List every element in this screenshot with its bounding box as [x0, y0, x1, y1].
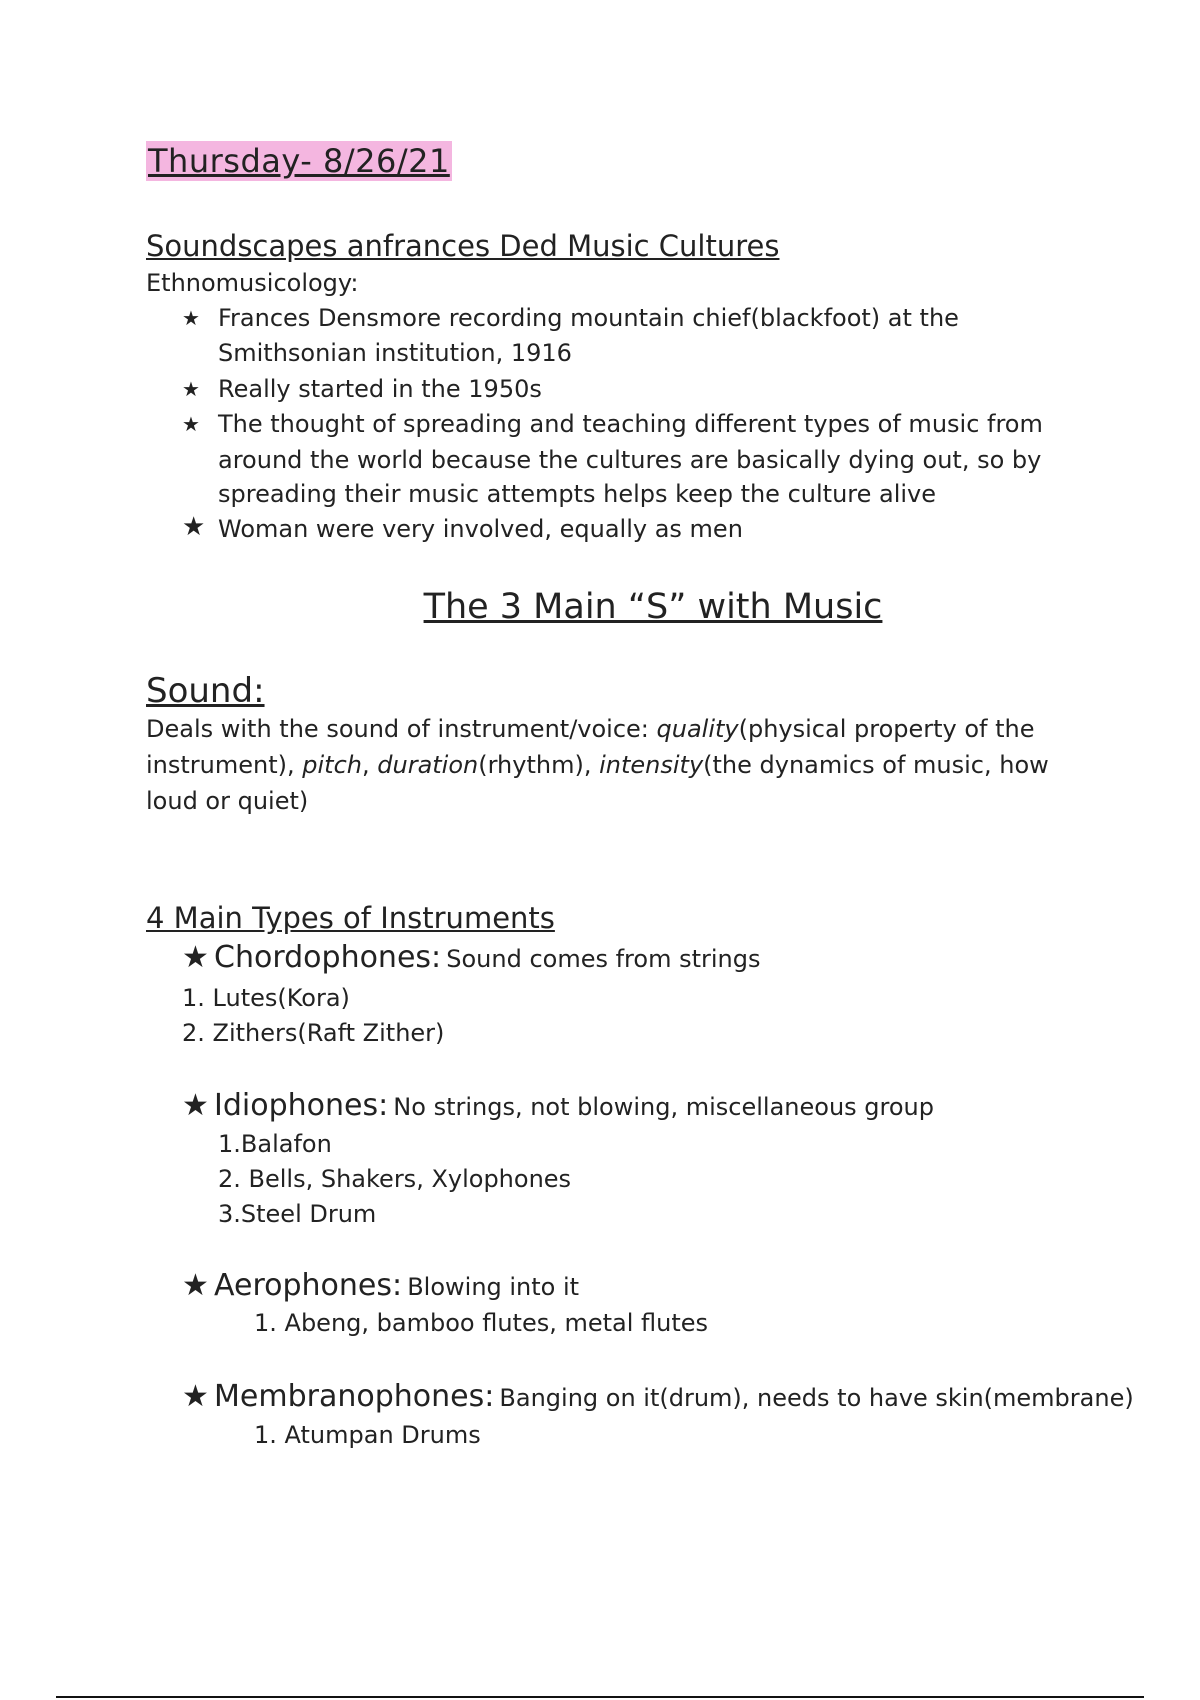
list-item: 2. Bells, Shakers, Xylophones	[218, 1165, 572, 1193]
star-icon: ★	[182, 306, 200, 330]
main-title-text: The 3 Main “S” with Music	[423, 587, 883, 627]
bullet-line: Smithsonian institution, 1916	[218, 339, 572, 367]
star-icon: ★	[182, 940, 209, 975]
text-run: Deals with the sound of instrument/voice:	[146, 715, 657, 743]
emphasis-intensity: intensity	[599, 751, 704, 779]
star-icon: ★	[182, 412, 200, 436]
text-run: instrument),	[146, 751, 303, 779]
emphasis-quality: quality	[656, 715, 739, 743]
sound-line-1	[146, 712, 1035, 747]
bullet-line: The thought of spreading and teaching different types of music from	[218, 410, 1043, 438]
star-icon: ★	[182, 1379, 209, 1414]
text-run: ,	[361, 751, 378, 779]
emphasis-pitch: pitch	[302, 751, 362, 779]
category-name: Idiophones:	[214, 1088, 389, 1123]
category-idiophones	[182, 1088, 934, 1123]
emphasis-duration: duration	[377, 751, 479, 779]
instruments-heading: 4 Main Types of Instruments	[146, 901, 555, 935]
category-name: Chordophones:	[214, 940, 442, 975]
star-icon: ★	[182, 512, 206, 542]
date-heading: Thursday- 8/26/21	[148, 142, 450, 180]
category-desc: No strings, not blowing, miscellaneous group	[393, 1093, 934, 1121]
list-item: 1. Lutes(Kora)	[182, 984, 350, 1012]
list-item: 1. Abeng, bamboo flutes, metal flutes	[254, 1309, 709, 1337]
list-item: 1.Balafon	[218, 1130, 332, 1158]
star-icon: ★	[182, 1088, 209, 1123]
text-run: (the dynamics of music, how	[703, 751, 1049, 779]
star-icon: ★	[182, 1268, 209, 1303]
category-desc: Banging on it(drum), needs to have skin(membrane)	[499, 1384, 1134, 1412]
bottom-rule	[56, 1696, 1144, 1698]
category-name: Membranophones:	[214, 1379, 495, 1414]
bullet-line: spreading their music attempts helps keep the culture alive	[218, 480, 937, 508]
sound-line-2	[146, 748, 1049, 783]
sound-heading: Sound:	[146, 671, 265, 711]
category-membranophones	[182, 1379, 1134, 1414]
main-title	[0, 585, 1200, 629]
sound-line-3: loud or quiet)	[146, 787, 309, 815]
list-item: 1. Atumpan Drums	[254, 1421, 481, 1449]
list-item: 2. Zithers(Raft Zither)	[182, 1019, 445, 1047]
list-item: 3.Steel Drum	[218, 1200, 377, 1228]
text-run: (rhythm),	[478, 751, 600, 779]
bullet-line: Woman were very involved, equally as men	[218, 515, 743, 543]
category-desc: Sound comes from strings	[446, 945, 761, 973]
category-aerophones	[182, 1268, 579, 1303]
text-run: (physical property of the	[738, 715, 1035, 743]
category-name: Aerophones:	[214, 1268, 403, 1303]
category-desc: Blowing into it	[407, 1273, 580, 1301]
bullet-line: Frances Densmore recording mountain chief(blackfoot) at the	[218, 304, 959, 332]
section-title: Soundscapes anfrances Ded Music Cultures	[146, 229, 780, 263]
bullet-line: Really started in the 1950s	[218, 375, 542, 403]
star-icon: ★	[182, 377, 200, 401]
bullet-line: around the world because the cultures are basically dying out, so by	[218, 446, 1042, 474]
category-chordophones	[182, 940, 760, 975]
subtitle: Ethnomusicology:	[146, 269, 359, 297]
